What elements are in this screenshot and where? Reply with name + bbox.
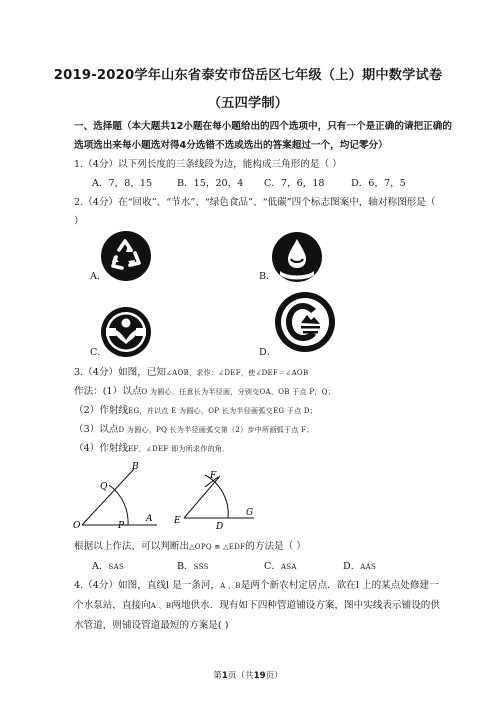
q3-ask-c: 的方法是（ ） <box>245 541 306 552</box>
green-food-icon <box>100 306 152 358</box>
label-o: O <box>73 521 81 531</box>
page-total: 19 <box>253 671 266 681</box>
q2-label-d: D． <box>259 347 277 358</box>
low-carbon-icon <box>274 291 336 353</box>
label-e: E <box>174 516 181 526</box>
q3-ask-b: △OPQ ≌ △EDF <box>189 543 246 551</box>
q3-step4 <box>74 440 230 454</box>
q2-stem-line1: 2.（4分）在“回收”、“节水”、“绿色食品”、“低碳”四个标志图案中，轴对称图形是（ <box>74 197 436 208</box>
q2-stem-line2: ） <box>74 216 84 227</box>
label-g: G <box>246 508 254 518</box>
q3-stem <box>74 364 308 378</box>
arc-pq <box>109 485 128 525</box>
q3-step2-d: EG 于点 D； <box>272 407 318 415</box>
q3-ask-a: 根据以上作法，可以判断出 <box>74 541 190 552</box>
q4-line3: 水管道，则铺设管道最短的方案是( ) <box>74 620 229 631</box>
q3-step4-b: EF，∠DEF 即为所求作的角． <box>128 445 230 453</box>
q2-label-b: B． <box>259 271 276 282</box>
q3-option-a: A．SAS <box>92 561 125 572</box>
q3-angle-construction-figure <box>72 455 272 535</box>
q1-stem: 1.（4分）以下列长度的三条线段为边，能构成三角形的是（ ） <box>74 159 342 170</box>
q3-stem-a: 3.（4分）如图，已知 <box>74 367 167 378</box>
q1-option-d: D．6，7，5 <box>351 178 406 189</box>
q2-label-a: A． <box>90 271 107 282</box>
page-number: 1 <box>221 671 228 681</box>
recycle-icon <box>100 230 152 282</box>
q3-option-b: B．SSS <box>177 561 209 572</box>
ray-ob <box>82 469 134 525</box>
section-heading-line1: 一、选择题（本大题共12小题在每小题给出的四个选项中，只有一个是正确的请把正确的 <box>74 121 452 132</box>
q1-option-a: A．7，8，15 <box>92 178 153 189</box>
q3-step3 <box>74 421 314 435</box>
q3-method-c: OA、OB 于点 P，Q； <box>259 388 335 396</box>
q3-stem-b: ∠AOB，求作：∠DEF，使∠DEF＝∠AOB <box>166 369 309 377</box>
q4-line1: 4.（4分）如图，直线l 是一条河，A 、B是两个新农村定居点．欲在l 上的某点处修建一 <box>74 580 439 591</box>
q3-method <box>74 383 335 397</box>
q1-option-b: B．15，20，4 <box>177 178 244 189</box>
q2-label-c: C． <box>90 347 107 358</box>
q3-step3-a: （3）以点 <box>74 424 119 435</box>
label-q: Q <box>100 482 108 492</box>
label-f: F <box>210 471 217 481</box>
q3-step2-b: EG，并以点 E 为圆心， <box>128 407 209 415</box>
section-heading-line2: 选项选出来每小题选对得4分选错不选或选出的答案超过一个，均记零分） <box>74 140 388 151</box>
q3-option-c: C．ASA <box>264 561 297 572</box>
page-footer: 第1页（共19页） <box>213 671 283 681</box>
q4-line2: 个水泵站，直接向A 、B两地供水．现有如下四种管道铺设方案，图中实线表示铺设的供 <box>74 600 440 611</box>
q3-step2 <box>74 402 317 416</box>
exam-title: 2019-2020学年山东省泰安市岱岳区七年级（上）期中数学试卷 <box>53 68 443 83</box>
label-a: A <box>146 514 153 524</box>
water-saving-icon <box>271 231 323 283</box>
q3-step2-c: OP 长为半径画弧交 <box>208 407 273 415</box>
arc-df <box>205 475 228 518</box>
q1-option-c: C．7，6，18 <box>264 178 325 189</box>
q3-step3-b: D 为圆心，PQ 长为半径画弧交第（2）步中所画弧于点 F； <box>118 426 314 434</box>
q3-step2-a: （2）作射线 <box>74 405 129 416</box>
q3-method-b: O 为圆心，任意长为半径画，分别交 <box>141 388 260 396</box>
q3-option-d: D．AAS <box>343 561 377 572</box>
q3-question <box>74 538 306 552</box>
label-p: P <box>118 521 125 531</box>
exam-subtitle: （五四学制） <box>207 96 289 111</box>
label-b: B <box>132 462 139 472</box>
q3-method-a: 作法：(1）以点 <box>74 386 142 397</box>
label-d: D <box>216 522 224 532</box>
q3-step4-a: （4）作射线 <box>74 443 129 454</box>
